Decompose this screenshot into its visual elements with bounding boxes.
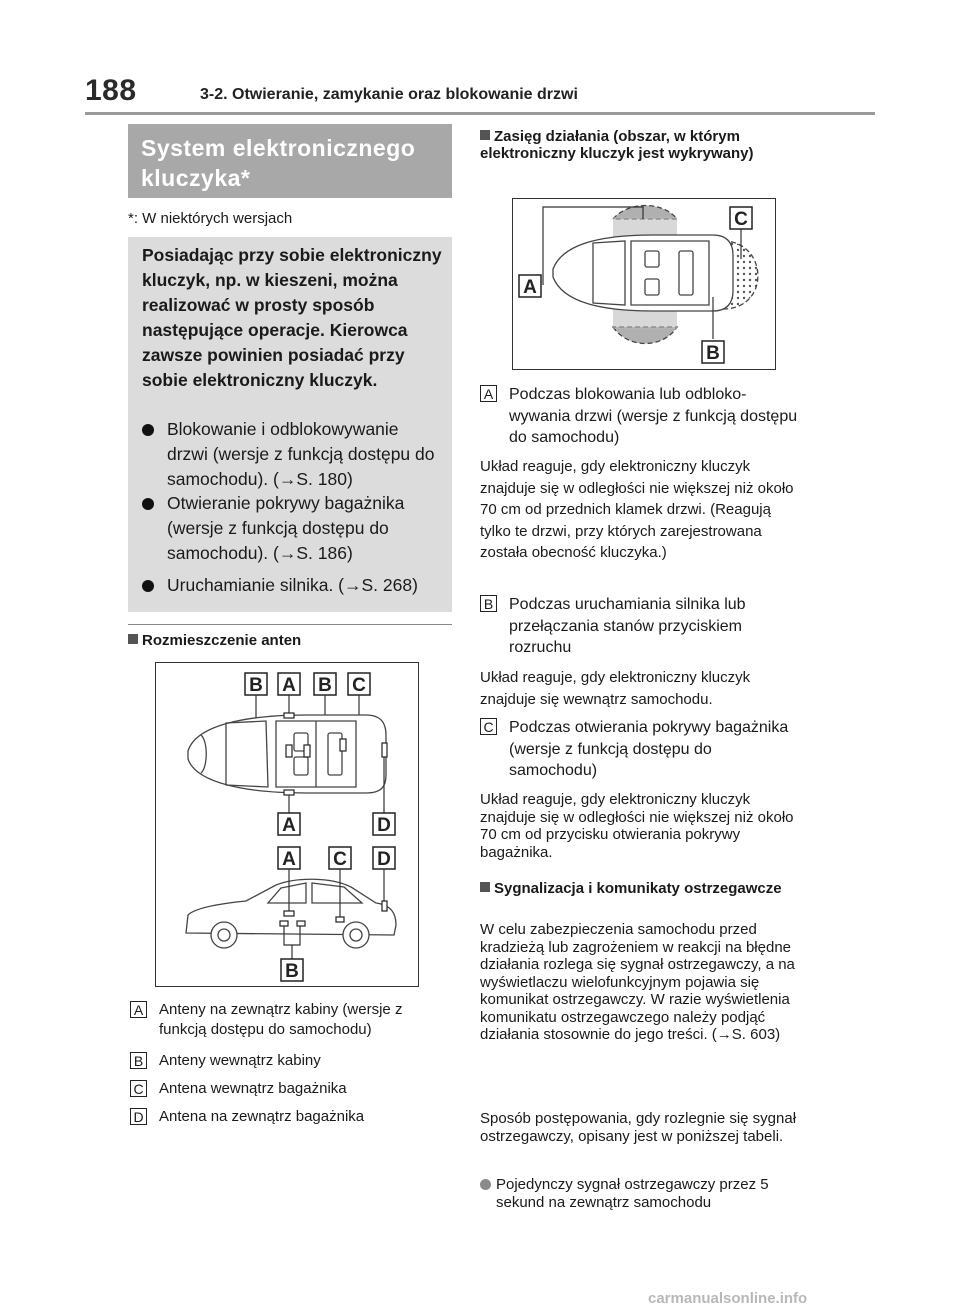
intro-bullet: Otwieranie pokrywy bagażnika (wersje z funkcją dostępu do samochodu). (→S. 186) <box>142 491 442 566</box>
legend-item-a: A Anteny na zewnątrz kabiny (wersje z funkcją dostępu do samochodu) <box>130 1000 450 1040</box>
bullet-dot-icon <box>142 498 154 510</box>
alarms-paragraph-1: W celu zabezpieczenia samochodu przed kradzieżą lub zagrożeniem w reakcji na błędne działania rozlega się sygnał ostrzegawczy, a na wyświetlaczu wielofunkcyjnym pojawia się komunikat ostrzegawczy. W razie wyświetlenia komunikatu ostrzegawczego należy podjąć działania stosownie do jego treści. (→S. 603) <box>480 921 795 1043</box>
fig-label-row-a <box>278 847 300 870</box>
range-item-c: C Podczas otwierania pokrywy bagażnika (wersje z funkcją dostępu do samochodu) <box>480 717 800 782</box>
legend-item-b: B Anteny wewnątrz kabiny <box>130 1051 450 1071</box>
legend-item-d: D Antena na zewnątrz bagażnika <box>130 1107 450 1127</box>
range-heading: Zasięg działania (obszar, w którym elektroniczny kluczyk jest wykrywany) <box>480 128 754 162</box>
range-item-b: B Podczas uruchamiania silnika lub przełączania stanów przyciskiem rozruchu <box>480 594 800 659</box>
svg-text:D: D <box>377 815 391 836</box>
alarms-heading: Sygnalizacja i komunikaty ostrzegawcze <box>480 880 800 897</box>
range-zone-front-right <box>613 327 677 344</box>
square-bullet-icon <box>128 634 138 644</box>
svg-text:B: B <box>706 343 720 364</box>
range-label-c <box>730 207 752 230</box>
svg-text:B: B <box>285 961 299 982</box>
svg-text:D: D <box>377 849 391 870</box>
antenna-figure <box>155 662 419 987</box>
square-bullet-icon <box>480 130 490 140</box>
fig-label-top-a <box>278 673 300 696</box>
range-label-a <box>519 275 541 298</box>
intro-bullet: Uruchamianie silnika. (→S. 268) <box>142 573 442 598</box>
fig-label-top-b1 <box>245 673 267 696</box>
fig-label-mid-a <box>278 813 300 836</box>
range-figure <box>512 198 776 370</box>
car-top-view-range <box>553 235 733 311</box>
bullet-dot-icon <box>142 424 154 436</box>
bullet-dot-icon <box>142 580 154 592</box>
header-rule <box>85 112 875 115</box>
svg-text:A: A <box>282 675 296 696</box>
footnote: *: W niektórych wersjach <box>128 210 293 227</box>
fig-label-row-c <box>329 847 351 870</box>
svg-text:A: A <box>282 815 296 836</box>
range-desc-c: Układ reaguje, gdy elektroniczny kluczyk znajduje się w odległości nie większej niż około 70 cm od przycisku otwierania pokrywy bagażnika. <box>480 791 794 861</box>
svg-text:B: B <box>318 675 332 696</box>
intro-text: Posiadając przy sobie elektroniczny kluczyk, np. w kieszeni, można realizować w prosty sposób następujące operacje. Kierowca zawsze powinien posiadać przy sobie elektroniczny kluczyk. <box>142 245 442 390</box>
svg-text:C: C <box>734 209 748 230</box>
page-number: 188 <box>85 74 137 107</box>
antenna-heading: Rozmieszczenie anten <box>128 632 448 649</box>
fig-label-top-c <box>348 673 370 696</box>
range-desc-b: Układ reaguje, gdy elektroniczny kluczyk znajduje się wewnątrz samochodu. <box>480 669 751 708</box>
separator <box>128 624 452 625</box>
range-item-a: A Podczas blokowania lub odblokowywania drzwi (wersje z funkcją dostępu do samochodu) <box>480 384 800 449</box>
legend-item-c: C Antena wewnątrz bagażnika <box>130 1079 450 1099</box>
svg-text:A: A <box>282 849 296 870</box>
bullet-dot-icon <box>480 1179 491 1190</box>
range-diagram <box>513 199 775 369</box>
alarms-bullet: Pojedynczy sygnał ostrzegawczy przez 5 sekund na zewnątrz samochodu <box>480 1176 802 1211</box>
fig-label-top-b2 <box>314 673 336 696</box>
watermark: carmanualsonline.info <box>648 1290 808 1307</box>
svg-text:B: B <box>249 675 263 696</box>
range-label-b <box>702 341 724 364</box>
fig-label-row-d <box>373 847 395 870</box>
running-head: 3-2. Otwieranie, zamykanie oraz blokowanie drzwi <box>200 86 578 103</box>
fig-label-bottom-b <box>281 959 303 982</box>
section-title-box <box>128 124 452 198</box>
range-desc-a: Układ reaguje, gdy elektroniczny kluczyk znajduje się w odległości nie większej niż około 70 cm od przednich klamek drzwi. (Reagują tylko te drzwi, przy których zarejestrowana została obecność kluczyka.) <box>480 458 794 561</box>
intro-box <box>128 237 452 612</box>
svg-text:C: C <box>333 849 347 870</box>
square-bullet-icon <box>480 882 490 892</box>
fig-label-mid-d <box>373 813 395 836</box>
antenna-diagram <box>156 663 418 986</box>
svg-text:A: A <box>523 277 537 298</box>
intro-bullet: Blokowanie i odblokowywanie drzwi (wersje z funkcją dostępu do samochodu). (→S. 180) <box>142 417 442 492</box>
svg-text:C: C <box>352 675 366 696</box>
alarms-paragraph-2: Sposób postępowania, gdy rozlegnie się sygnał ostrzegawczy, opisany jest w poniższej tabeli. <box>480 1110 797 1145</box>
section-title: System elektronicznego kluczyka* <box>141 135 416 191</box>
